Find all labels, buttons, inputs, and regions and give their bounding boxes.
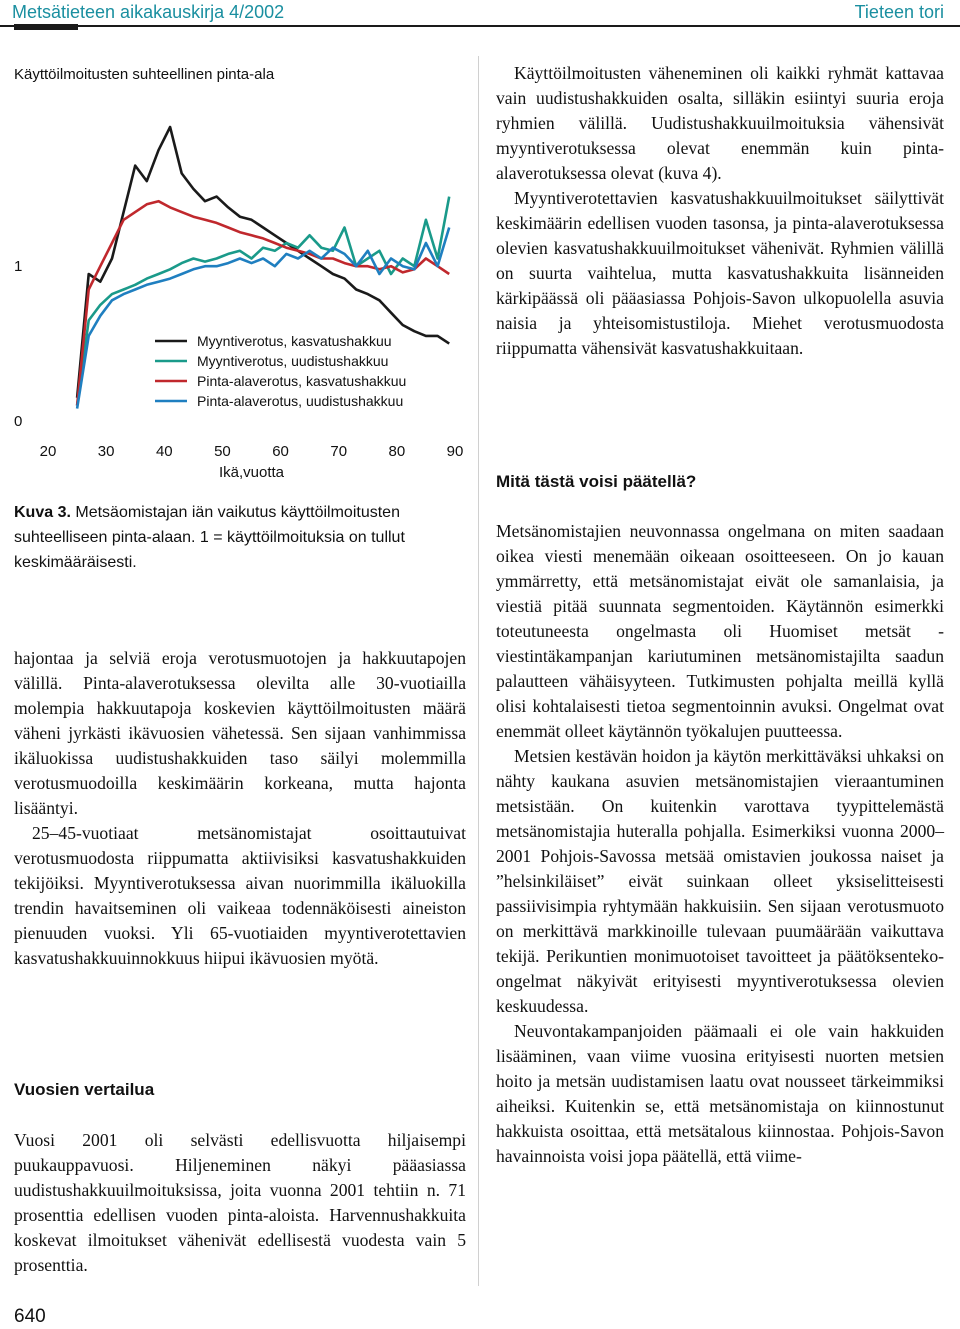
page-header (0, 0, 960, 28)
section-title: Tieteen tori (854, 2, 944, 22)
x-tick-label: 80 (388, 443, 406, 460)
left-paragraph-2: 25–45-vuotiaat metsänomistajat osoittautuivat verotusmuodosta riippumatta aktiivisiksi kasvatushakkuiden tekijöiksi. Myyntiverotuksessa aivan nuorimmilla ikäluokilla trendin havaitseminen oli vaikeaa todennäköisesti aineiston pienuuden vuoksi. Yli 65-vuotiaiden myyntiverotettavien kasvatushakkuuinnokkuus hiipui ikävuosien myötä. (14, 823, 466, 968)
heading-vuosien-vertailua: Vuosien vertailua (14, 1080, 155, 1099)
journal-title: Metsätieteen aikakauskirja 4/2002 (12, 2, 285, 22)
x-tick-label: 70 (330, 443, 348, 460)
right-paragraph-2: Myyntiverotettavien kasvatushakkuuilmoitukset säilyttivät keskimäärin edellisen vuoden tasonsa, ja pinta-alaverotuksessa olevien kasvatushakkuuilmoitukset vähenivät. Ryhmien välillä on suurta vaihtelua, mutta kasvatushakkuita lisänneiden kärkipäässä oli pääasiassa Pohjois-Savon ulkopuolella asuvia naisia ja yhteisomistustiloja. Miehet verotusmuodosta riippumatta vähensivät kasvatushakkuitaan. (496, 188, 944, 358)
left-paragraph-1: hajontaa ja selviä eroja verotusmuotojen ja hakkuutapojen välillä. Pinta-alaverotuksessa olevilta alle 30-vuotiailla molempia hakkuutapoja koskevien käyttöilmoitusten määrä väheni jyrkästi ikävuosien vähetessä. Sen sijaan vanhimmissa ikäluokissa uudistushakkuiden taso säilyi molemmilla verotusmuodoilla keskimäärin korkeana, mutta hajonta lisääntyi. (14, 648, 466, 818)
x-tick-label: 50 (214, 443, 231, 460)
x-tick-label: 30 (97, 443, 115, 460)
x-tick-label: 60 (272, 443, 289, 460)
x-tick-label: 90 (446, 443, 464, 460)
page-number: 640 (14, 1306, 46, 1327)
caption-label: Kuva 3. (14, 504, 71, 521)
age-effect-chart (0, 56, 478, 488)
right-column-upper (496, 61, 944, 361)
right-paragraph-5: Neuvontakampanjoiden päämaali ei ole vain hakkuiden lisääminen, vaan viime vuosina erityisesti nuorten metsien hoito ja metsän uudistamisen laatu ovat nousseet tärkeimmiksi aiheiksi. Kuitenkin se, että metsänomistaja on kiinnostunut hakkuista osoittaa, että metsätalous kiinnostaa. Pohjois-Savon havainnoista voisi jopa päätellä, että viime- (496, 1021, 944, 1166)
legend-label-1: Myyntiverotus, kasvatushakkuu (197, 333, 392, 349)
x-tick-label: 20 (39, 443, 57, 460)
figure-caption (14, 500, 468, 575)
column-divider (478, 56, 479, 1286)
legend-label-2: Myyntiverotus, uudistushakkuu (197, 353, 389, 369)
x-axis-label: Ikä,vuotta (218, 464, 285, 481)
header-rule (0, 25, 960, 27)
y-tick-label: 1 (14, 258, 23, 276)
y-tick-label: 0 (14, 413, 23, 430)
heading-mita-tasta-voisi-paatella: Mitä tästä voisi päätellä? (496, 472, 697, 491)
right-paragraph-1: Käyttöilmoitusten väheneminen oli kaikki ryhmät kattavaa vain uudistushakkuiden osalta, silläkin esiintyi suuria eroja ryhmien välillä. Uudistushakkuuilmoituksia vähensivät myyntiverotuksessa olevat enemmän kuin pinta-alaverotuksessa olevat (kuva 4). (496, 63, 944, 183)
left-column-lower (14, 1128, 466, 1278)
chart-title: Käyttöilmoitusten suhteellinen pinta-ala (14, 66, 275, 83)
left-column-upper (14, 646, 466, 971)
legend-label-4: Pinta-alaverotus, uudistushakkuu (197, 393, 404, 409)
header-accent-bar (14, 24, 78, 30)
right-paragraph-4: Metsien kestävän hoidon ja käytön merkittäväksi uhkaksi on nähty kaukana asuvien metsänomistajien vieraantuminen metsistään. On kuitenkin varottava tyypittelemästä metsänomistajia huteralla pohjalla. Esimerkiksi vuonna 2000–2001 Pohjois-Savossa metsää omistavien joukossa naiset ja ”helsinkiläiset” eivät suinkaan olleet yksiselitteisesti passiivisimpia ryhtymään hakkuisiin. Sen sijaan verotusmuoto on merkittävä markkinoille tulevaan puumäärään vaikuttava tekijä. Perikuntien monimuotoiset tavoitteet ja päätöksenteko-ongelmat näkyivät erityisesti myyntiverotuksessa olevien keskuudessa. (496, 746, 944, 1016)
x-tick-label: 40 (155, 443, 173, 460)
right-column-lower (496, 519, 944, 1169)
right-paragraph-3: Metsänomistajien neuvonnassa ongelmana on miten saadaan oikea viesti menemään oikeaan osoitteeseen. On jo kauan ymmärretty, että metsänomistajat eivät ole samanlaisia, ja viestiä pitää suunnata segmentoiden. Käytännön esimerkki toteutuneesta ongelmasta oli Huomiset metsät -viestintäkampanjan kariutuminen metsänomistajilta saadun palautteen vähäisyyteen. Tutkimusten pohjalta meillä kyllä olisi kohtalaisesti tietoa segmentoinnin avuksi. Ongelmat ovat enemmät olleet käytännön työkalujen puutteessa. (496, 521, 944, 741)
caption-text: Metsäomistajan iän vaikutus käyttöilmoitusten suhteelliseen pinta-alaan. 1 = käyttöilmoituksia on tullut keskimääräisesti. (14, 504, 405, 571)
legend-label-3: Pinta-alaverotus, kasvatushakkuu (197, 373, 407, 389)
left-paragraph-3: Vuosi 2001 oli selvästi edellisvuotta hiljaisempi puukauppavuosi. Hiljeneminen näkyi pääasiassa uudistushakkuuilmoituksissa, joita vuonna 2001 tehtiin n. 71 prosenttia edellisen vuoden pinta-aloista. Harvennushakkuita koskevat ilmoitukset vähenivät edellisestä vuodesta vain 5 prosenttia. (14, 1130, 466, 1275)
